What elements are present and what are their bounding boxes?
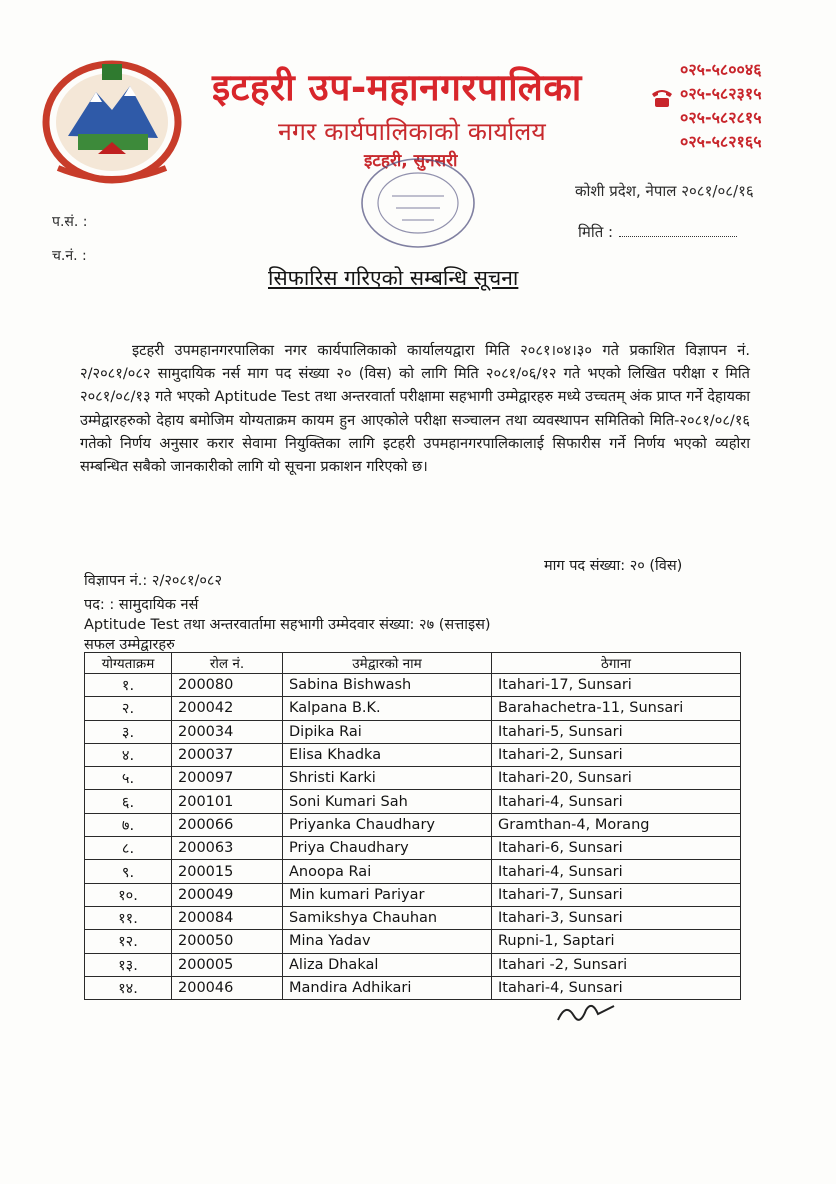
address-cell: Itahari-20, Sunsari xyxy=(492,767,741,790)
address-cell: Itahari-4, Sunsari xyxy=(492,790,741,813)
rank-cell: ८. xyxy=(85,837,172,860)
name-cell: Dipika Rai xyxy=(283,720,492,743)
rank-cell: ७. xyxy=(85,813,172,836)
name-cell: Priyanka Chaudhary xyxy=(283,813,492,836)
name-cell: Samikshya Chauhan xyxy=(283,906,492,929)
name-cell: Mina Yadav xyxy=(283,930,492,953)
table-row xyxy=(85,930,741,953)
name-cell: Aliza Dhakal xyxy=(283,953,492,976)
roll-cell: 200005 xyxy=(172,953,283,976)
office-seal-icon xyxy=(352,150,484,256)
office-location: इटहरी, सुनसरी xyxy=(364,151,458,171)
advertisement-number: विज्ञापन नं.: २/२०८१/०८२ xyxy=(84,573,223,589)
table-row xyxy=(85,976,741,999)
address-cell: Itahari-3, Sunsari xyxy=(492,906,741,929)
roll-cell: 200066 xyxy=(172,813,283,836)
roll-cell: 200034 xyxy=(172,720,283,743)
patra-sankhya-label: प.सं. : xyxy=(52,214,88,230)
table-row xyxy=(85,697,741,720)
roll-cell: 200084 xyxy=(172,906,283,929)
roll-cell: 200050 xyxy=(172,930,283,953)
table-row xyxy=(85,767,741,790)
address-cell: Itahari-17, Sunsari xyxy=(492,674,741,697)
table-header-row xyxy=(85,653,741,674)
address-cell: Itahari-5, Sunsari xyxy=(492,720,741,743)
column-header-roll: रोल नं. xyxy=(172,653,283,674)
name-cell: Sabina Bishwash xyxy=(283,674,492,697)
nepal-emblem-icon xyxy=(38,58,186,186)
roll-cell: 200080 xyxy=(172,674,283,697)
office-name: नगर कार्यपालिकाको कार्यालय xyxy=(278,117,546,146)
address-cell: Rupni-1, Saptari xyxy=(492,930,741,953)
signature-mark xyxy=(552,996,622,1028)
table-row xyxy=(85,674,741,697)
rank-cell: १०. xyxy=(85,883,172,906)
rank-cell: ४. xyxy=(85,743,172,766)
roll-cell: 200049 xyxy=(172,883,283,906)
rank-cell: १. xyxy=(85,674,172,697)
telephone-icon xyxy=(650,86,674,108)
phone-number: ०२५-५८२१६५ xyxy=(680,132,762,151)
table-row xyxy=(85,860,741,883)
table-row xyxy=(85,837,741,860)
participant-count: Aptitude Test तथा अन्तरवार्तामा सहभागी उम्मेदवार संख्या: २७ (सत्ताइस) xyxy=(84,617,491,633)
rank-cell: ६. xyxy=(85,790,172,813)
roll-cell: 200015 xyxy=(172,860,283,883)
roll-cell: 200046 xyxy=(172,976,283,999)
candidates-table xyxy=(84,652,741,1000)
address-cell: Barahachetra-11, Sunsari xyxy=(492,697,741,720)
address-cell: Itahari-6, Sunsari xyxy=(492,837,741,860)
table-row xyxy=(85,813,741,836)
post-name: पद: : सामुदायिक नर्स xyxy=(84,597,199,613)
address-cell: Itahari-4, Sunsari xyxy=(492,860,741,883)
column-header-rank: योग्यताक्रम xyxy=(85,653,172,674)
name-cell: Kalpana B.K. xyxy=(283,697,492,720)
municipality-title: इटहरी उप-महानगरपालिका xyxy=(212,66,582,109)
rank-cell: २. xyxy=(85,697,172,720)
name-cell: Anoopa Rai xyxy=(283,860,492,883)
rank-cell: ९. xyxy=(85,860,172,883)
notice-body-text: इटहरी उपमहानगरपालिका नगर कार्यपालिकाको कार्यालयद्वारा मिति २०८१।०४।३० गते प्रकाशित विज्ञापन नं. २/२०८१/०८२ सामुदायिक नर्स माग पद संख्या २० (विस) को लागि मिति २०८१/०६/१२ गते भएको लिखित परीक्षा र मिति २०८१/०८/१३ गते भएको Aptitude Test तथा अन्तरवार्ता परीक्षामा सहभागी उम्मेद्वारहरु मध्ये उच्चतम् अंक प्राप्त गर्ने देहायका उम्मेद्वारहरुको देहाय बमोजिम योग्यताक्रम कायम हुन आएकोले परीक्षा सञ्चालन तथा व्यवस्थापन समितिको मिति-२०८१/०८/१६ गतेको निर्णय अनुसार करार सेवामा नियुक्तिका लागि इटहरी उपमहानगरपालिकालाई सिफारीस गर्ने निर्णय भएको व्यहोरा सम्बन्धित सबैको जानकारीको लागि यो सूचना प्रकाशन गरिएको छ। xyxy=(80,342,750,476)
phone-number: ०२५-५८२३१५ xyxy=(680,84,762,103)
province-line xyxy=(575,181,754,201)
phone-number: ०२५-५८२८१५ xyxy=(680,108,762,127)
rank-cell: ३. xyxy=(85,720,172,743)
vacancy-count: माग पद संख्या: २० (विस) xyxy=(544,558,683,574)
table-row xyxy=(85,883,741,906)
chalani-number-label: च.नं. : xyxy=(52,248,87,264)
name-cell: Mandira Adhikari xyxy=(283,976,492,999)
name-cell: Min kumari Pariyar xyxy=(283,883,492,906)
rank-cell: १२. xyxy=(85,930,172,953)
rank-cell: १३. xyxy=(85,953,172,976)
date-field xyxy=(578,222,737,242)
roll-cell: 200097 xyxy=(172,767,283,790)
address-cell: Gramthan-4, Morang xyxy=(492,813,741,836)
address-cell: Itahari -2, Sunsari xyxy=(492,953,741,976)
name-cell: Priya Chaudhary xyxy=(283,837,492,860)
table-row xyxy=(85,906,741,929)
issue-date: २०८१/०८/१६ xyxy=(681,182,754,200)
column-header-name: उमेद्वारको नाम xyxy=(283,653,492,674)
phone-number: ०२५-५८००४६ xyxy=(680,60,762,79)
date-blank xyxy=(619,236,737,237)
address-cell: Itahari-7, Sunsari xyxy=(492,883,741,906)
phone-numbers xyxy=(680,58,762,154)
successful-candidates-label: सफल उम्मेद्वारहरु xyxy=(84,637,175,653)
roll-cell: 200037 xyxy=(172,743,283,766)
province: कोशी प्रदेश, नेपाल xyxy=(575,182,677,200)
name-cell: Elisa Khadka xyxy=(283,743,492,766)
rank-cell: ११. xyxy=(85,906,172,929)
table-row xyxy=(85,743,741,766)
address-cell: Itahari-4, Sunsari xyxy=(492,976,741,999)
table-body xyxy=(85,674,741,1000)
column-header-address: ठेगाना xyxy=(492,653,741,674)
roll-cell: 200042 xyxy=(172,697,283,720)
rank-cell: ५. xyxy=(85,767,172,790)
roll-cell: 200063 xyxy=(172,837,283,860)
notice-body xyxy=(80,339,750,478)
rank-cell: १४. xyxy=(85,976,172,999)
date-label: मिति : xyxy=(578,223,614,241)
address-cell: Itahari-2, Sunsari xyxy=(492,743,741,766)
table-row xyxy=(85,953,741,976)
table-row xyxy=(85,720,741,743)
roll-cell: 200101 xyxy=(172,790,283,813)
notice-heading: सिफारिस गरिएको सम्बन्धि सूचना xyxy=(268,266,519,290)
name-cell: Soni Kumari Sah xyxy=(283,790,492,813)
name-cell: Shristi Karki xyxy=(283,767,492,790)
table-row xyxy=(85,790,741,813)
